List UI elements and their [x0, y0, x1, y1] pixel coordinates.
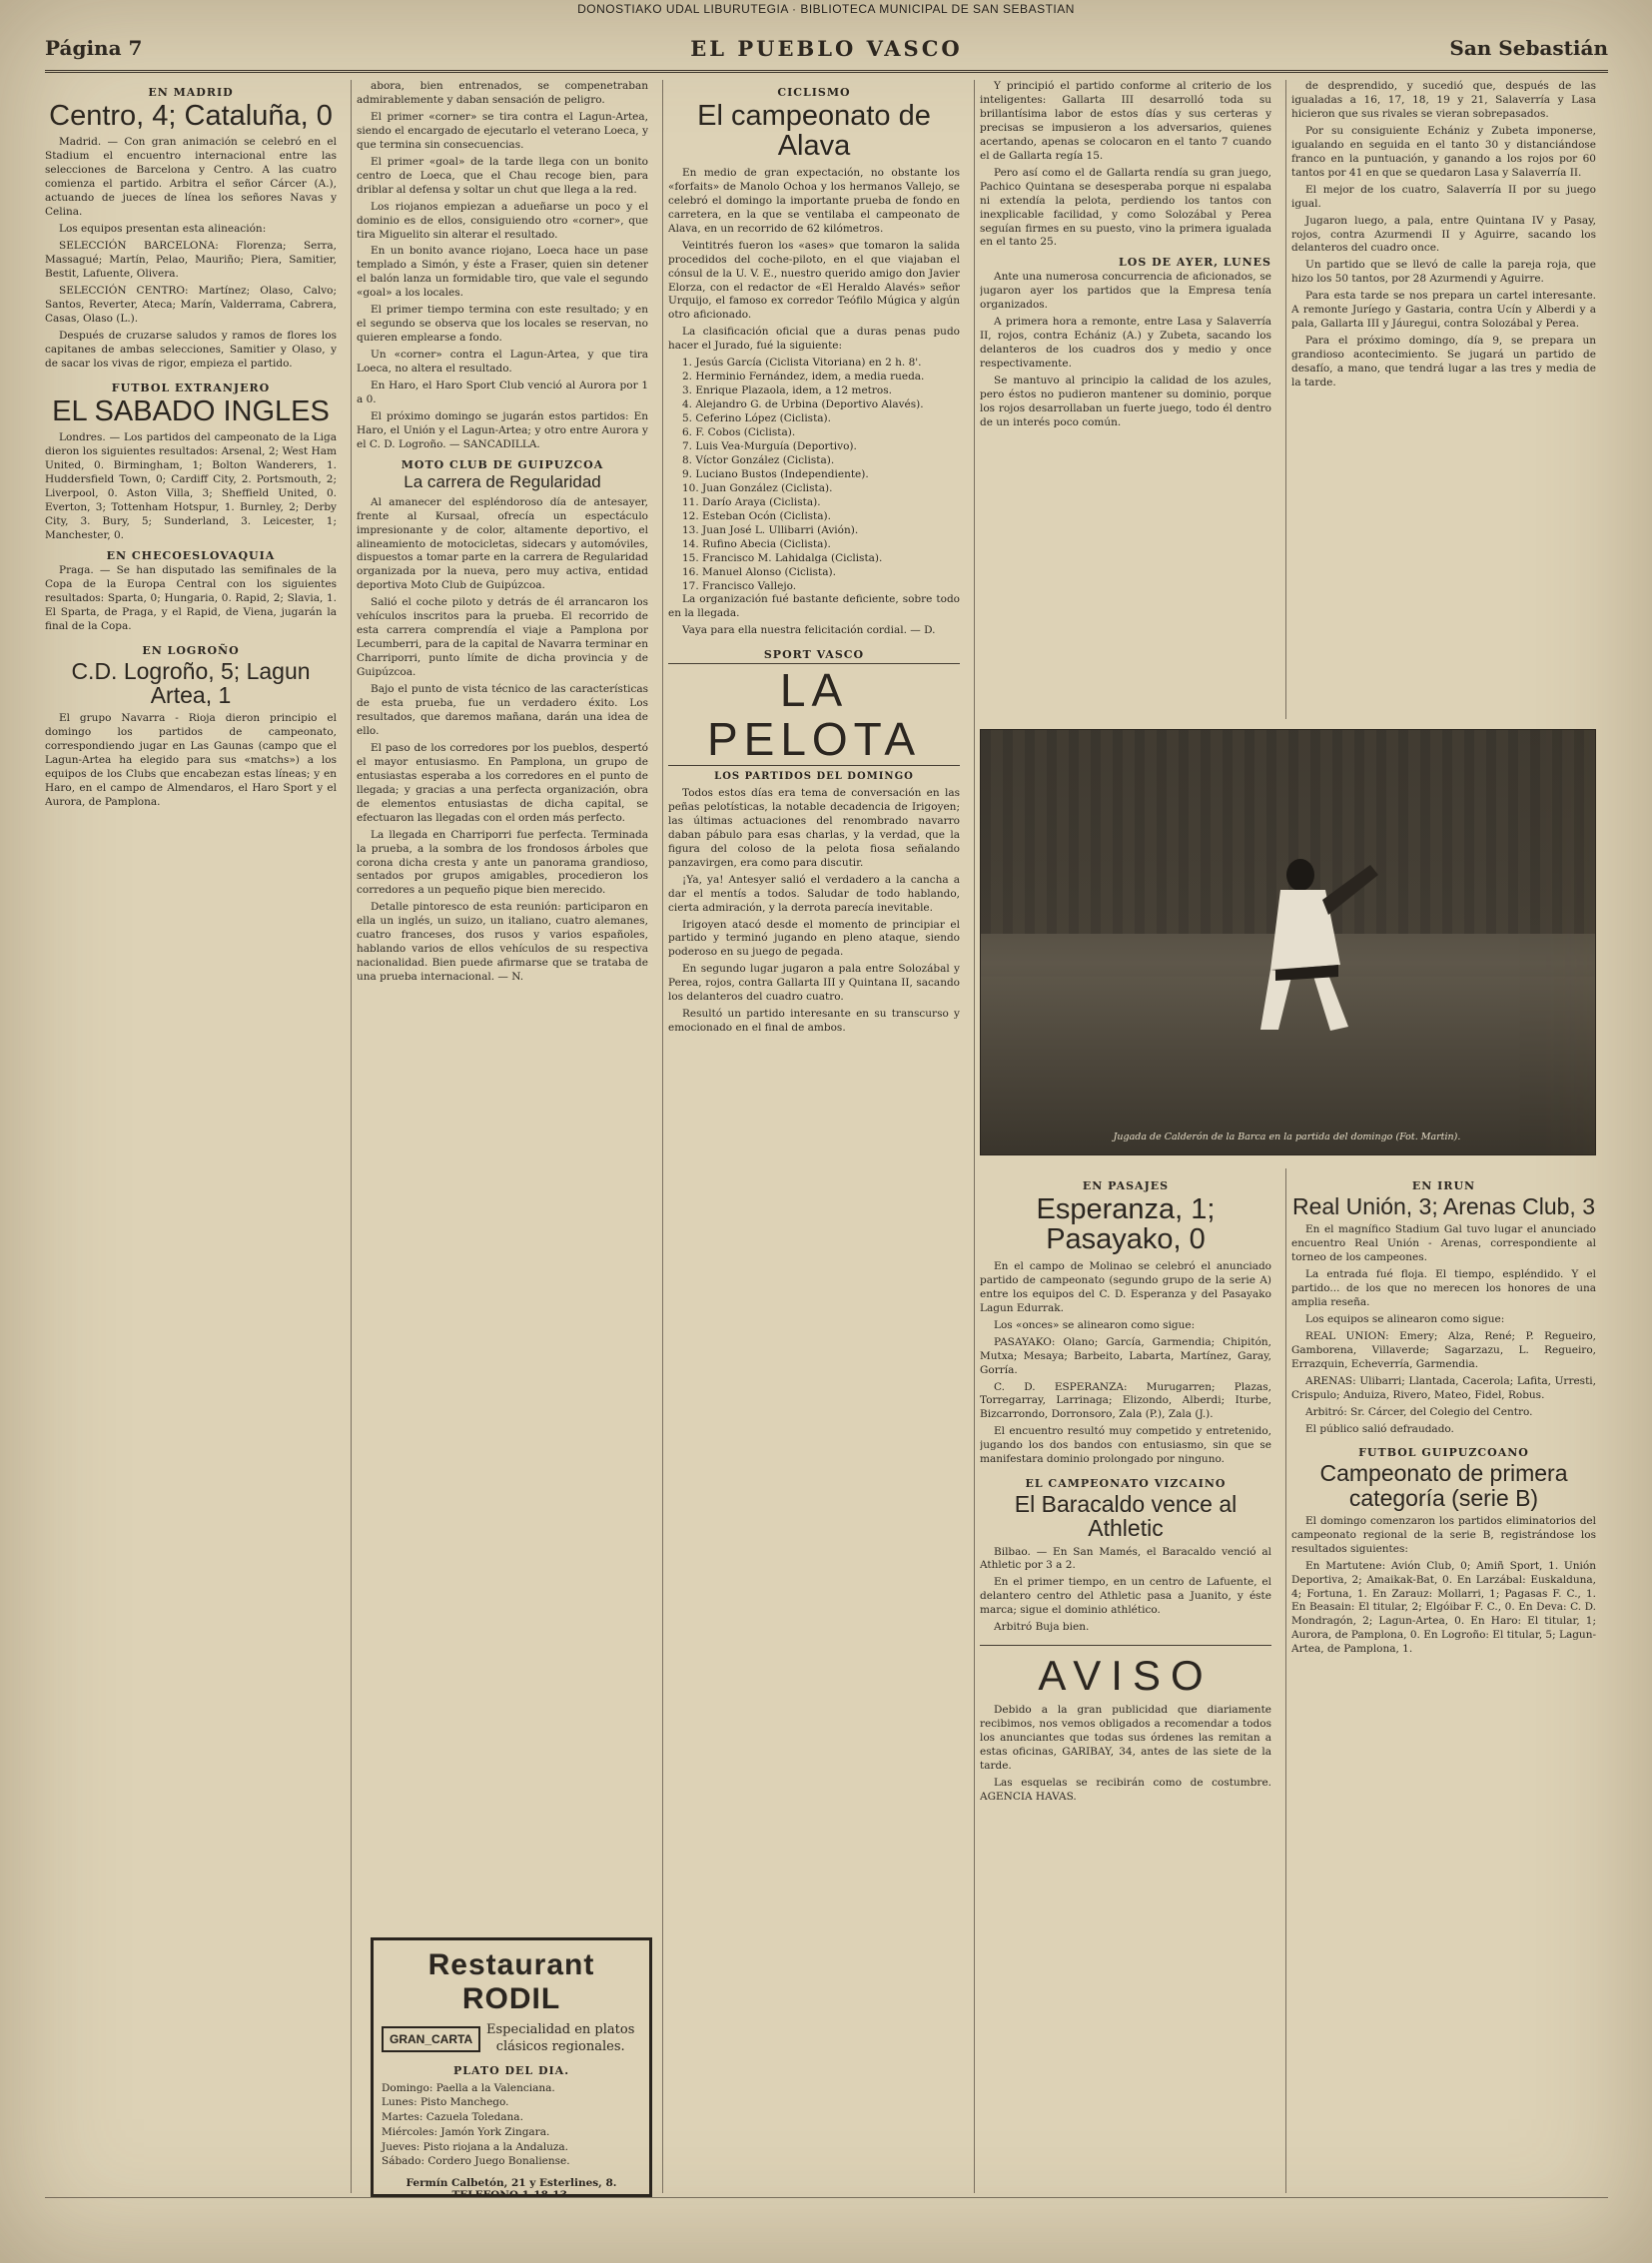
column-4-top	[980, 80, 1271, 719]
paragraph: Debido a la gran publicidad que diariamente recibimos, nos vemos obligados a recomendar a todos los anunciantes que todas sus órdenes las remitan a estas oficinas, GARIBAY, 34, antes de las siete de la tarde.	[980, 1704, 1271, 1773]
paragraph: La llegada en Charriporri fue perfecta. Terminada la prueba, a la sombra de los frondosos árboles que corona dicha cresta y ante un panorama grandioso, sentados por grupos amigables, procedieron los corredores a un pequeño pique bien merecido.	[357, 828, 648, 897]
result-row: 10. Juan González (Ciclista).	[682, 481, 833, 494]
section-kicker: CICLISMO	[777, 86, 851, 99]
ad-restaurant-name: Restaurant RODIL	[427, 1948, 595, 2015]
paragraph: Pero así como el de Gallarta rendía su gran juego, Pachico Quintana se desesperaba porque ni espalaba ni extendía la pelota, perdiendo los tantos con inexplicable facilidad, y como Solozábal y Perea seguían firmes en su puesto, vino la primera igualada en el tanto 25.	[980, 166, 1271, 249]
paragraph: La clasificación oficial que a duras penas pudo hacer el Jurado, fué la siguiente:	[668, 326, 960, 353]
section-kicker: EN MADRID	[148, 86, 234, 99]
paragraph: Bajo el punto de vista técnico de las características de esta prueba, fue un verdadero éxito. Los resultados, que daremos mañana, darán una idea de ello.	[357, 683, 648, 737]
section-kicker: FUTBOL GUIPUZCOANO	[1358, 1446, 1529, 1460]
paragraph: En el magnífico Stadium Gal tuvo lugar el anunciado encuentro Real Unión - Arenas, correspondiente al torneo de los campeones.	[1291, 1223, 1596, 1264]
result-row: 11. Darío Araya (Ciclista).	[682, 495, 821, 508]
headline: La carrera de Regularidad	[404, 471, 601, 491]
divider	[980, 1645, 1271, 1646]
section-kicker: FUTBOL EXTRANJERO	[111, 380, 271, 394]
article-la-pelota	[668, 648, 960, 1036]
paragraph: Jugaron luego, a pala, entre Quintana IV y Pasay, rojos, contra Azurmendi II y Aguirre, sacando los delanteros del cuadro once.	[1291, 214, 1596, 255]
headline: C.D. Logroño, 5; Lagun Artea, 1	[71, 657, 311, 708]
column-rule	[662, 80, 663, 2193]
paragraph: El público salió defraudado.	[1305, 1422, 1454, 1435]
city-name: San Sebastián	[1449, 36, 1608, 60]
headline: EL SABADO INGLES	[52, 394, 330, 427]
paragraph: Los riojanos empiezan a adueñarse un poco y el dominio es de ellos, consiguiendo otro «corner», que tira Miguelito sin alterar el resultado.	[357, 200, 648, 241]
column-2	[357, 80, 648, 1923]
paragraph: El próximo domingo se jugarán estos partidos: En Haro, el Unión y el Lagun-Artea; y otro entre Aurora y el C. D. Logroño. — SANCADILLA.	[357, 409, 648, 450]
paragraph: El domingo comenzaron los partidos eliminatorios del campeonato regional de la serie B, registrándose los resultados siguientes:	[1291, 1514, 1596, 1555]
paragraph: REAL UNION: Emery; Alza, René; P. Regueiro, Gamborena, Villaverde; Sagarzazu, L. Regueiro, Errazquin, Echeverría, Garmendia.	[1291, 1329, 1596, 1370]
paragraph: Londres. — Los partidos del campeonato de la Liga dieron los siguientes resultados: Arsenal, 2; West Ham United, 0. Birmingham, 1; Bolton Wanderers, 1. Huddersfield Town, 0; Cardiff City, 2. Portsmouth, 2; Liverpool, 0. Aston Villa, 3; Sheffield United, 0. Everton, 3; Tottenham Hotspur, 1. Burnley, 2; Derby City, 3. Bury, 5; Sunderland, 3. Leicester, 1; Manchester, 0.	[45, 431, 337, 541]
section-kicker: EL CAMPEONATO VIZCAINO	[1025, 1477, 1227, 1491]
paragraph: Vaya para ella nuestra felicitación cordial. — D.	[682, 624, 936, 637]
ad-speciality: Especialidad en platos clásicos regionales.	[486, 2022, 635, 2054]
headline: El campeonato de Alava	[697, 100, 931, 163]
results-list	[668, 357, 960, 593]
headline: Real Unión, 3; Arenas Club, 3	[1291, 1193, 1595, 1219]
archive-stamp: DONOSTIAKO UDAL LIBURUTEGIA · BIBLIOTECA MUNICIPAL DE SAN SEBASTIAN	[577, 2, 1075, 16]
column-4-bottom	[980, 1173, 1271, 2193]
ad-menu-item: Jueves: Pisto riojana a la Andaluza.	[382, 2140, 568, 2153]
section-kicker: EN CHECOESLOVAQUIA	[106, 548, 276, 562]
result-row: 9. Luciano Bustos (Independiente).	[682, 467, 869, 480]
paragraph: Y principió el partido conforme al criterio de los inteligentes: Gallarta III desarrolló toda su brillantísima labor de estos días y sus certeras y precisas se impusieron a los adversarios, quienes acertando, apenas se colocaron en el tanto 7 cuando el de Gallarta regía 15.	[980, 80, 1271, 162]
ad-gran-carta: GRAN_CARTA	[382, 2026, 480, 2052]
article-moto-club	[357, 458, 648, 985]
paragraph: Salió el coche piloto y detrás de él arrancaron los vehículos inscritos para la prueba. El recorrido de esta carrera comprendía el viaje a Pamplona por Lecumberri, para de la capital de Navarra terminar en Charriporri, punto límite de dicha provincia y de Guipúzcoa.	[357, 596, 648, 679]
paragraph: SELECCIÓN CENTRO: Martínez; Olaso, Calvo; Santos, Reverter, Ateca; Marín, Valderrama, Cabrera, Casas, Olaso (L.).	[45, 284, 337, 325]
section-kicker: MOTO CLUB DE GUIPUZCOA	[401, 457, 604, 471]
column-rule	[1285, 1168, 1286, 2193]
paragraph: de desprendido, y sucedió que, después de las igualadas a 16, 17, 18, 19 y 21, Salaverría y Lasa hicieron que sus rivales se vieran sobrepasados.	[1291, 80, 1596, 120]
paragraph: Para esta tarde se nos prepara un cartel interesante. A remonte Juríego y Gastaria, contra Ucín y Alberdi y a pala, Gallarta III y Jáuregui, contra Solozábal y Perea.	[1291, 290, 1596, 331]
paragraph: Irigoyen atacó desde el momento de principiar el partido y terminó jugando en pleno ataque, siendo poderoso en su juego de pegada.	[668, 918, 960, 959]
paragraph: PASAYAKO: Olano; García, Garmendia; Chipitón, Mutxa; Mesaya; Barbeito, Labarta, Martínez, Garay, Gorría.	[980, 1335, 1271, 1376]
paragraph: ¡Ya, ya! Antesyer salió el verdadero a la cancha a dar el mentís a todos. Saludar de todo hablando, cierta admiración, y la derrota parecía inevitable.	[668, 873, 960, 914]
ad-address: Fermín Calbetón, 21 y Esterlines, 8. TELEFONO 1-18-13.	[406, 2176, 617, 2201]
ad-menu-item: Lunes: Pisto Manchego.	[382, 2096, 509, 2109]
paragraph: La organización fué bastante deficiente, sobre todo en la llegada.	[668, 593, 960, 620]
paragraph: Para el próximo domingo, día 9, se prepara un grandioso acontecimiento. Se jugará un partido de desafío, a mano, que tendrá lugar a las tres y media de la tarde.	[1291, 335, 1596, 389]
paragraph: Arbitró Buja bien.	[994, 1621, 1090, 1634]
paragraph: Los equipos se alinearon como sigue:	[1305, 1312, 1505, 1325]
newspaper-title: EL PUEBLO VASCO	[690, 36, 963, 61]
paragraph: En el campo de Molinao se celebró el anunciado partido de campeonato (segundo grupo de la serie A) entre los equipos del C. D. Esperanza y del Pasayako Lagun Edurrak.	[980, 1259, 1271, 1314]
photo-caption: Jugada de Calderón de la Barca en la partida del domingo (Fot. Martin).	[1113, 1132, 1461, 1142]
column-rule	[1285, 80, 1286, 719]
ad-menu-item: Sábado: Cordero Juego Bonaliense.	[382, 2155, 570, 2168]
paragraph: Bilbao. — En San Mamés, el Baracaldo venció al Athletic por 3 a 2.	[980, 1545, 1271, 1572]
paragraph: Se mantuvo al principio la calidad de los azules, pero éstos no pudieron mantener su dominio, porque los rojos desarrollaban un fuerte juego, todo él dentro de un interés poco común.	[980, 375, 1271, 428]
result-row: 14. Rufino Abecia (Ciclista).	[682, 537, 831, 550]
paragraph: Los «onces» se alinearon como sigue:	[994, 1318, 1196, 1331]
paragraph: Resultó un partido interesante en su transcurso y emocionado en el final de ambos.	[668, 1008, 960, 1035]
paragraph: Al amanecer del espléndoroso día de antesayer, frente al Kursaal, ofrecía un espectáculo impresionante y de color, altamente deportivo, el alineamiento de motocicletas, sidecars y automóviles, dispuestos a tomar parte en la carrera de Regularidad organizada por la nueva, pero muy activa, entidad deportiva Moto Club de Guipúzcoa.	[357, 495, 648, 592]
article-pasajes	[980, 1179, 1271, 1467]
result-row: 8. Víctor González (Ciclista).	[682, 453, 835, 466]
section-kicker: EN PASAJES	[1082, 1179, 1170, 1192]
paragraph: Un «corner» contra el Lagun-Artea, y que tira Loeca, no altera el resultado.	[357, 349, 648, 376]
paragraph: A primera hora a remonte, entre Lasa y Salaverría II, rojos, contra Echániz (A.) y Zubeta, sacando los delanteros de los cuadros dos y medio y once respectivamente.	[980, 316, 1271, 371]
ad-menu-item: Miércoles: Jamón York Zingara.	[382, 2125, 550, 2138]
paragraph: abora, bien entrenados, se compenetraban admirablemente y daban sensación de peligro.	[357, 80, 648, 106]
paragraph: En medio de gran expectación, no obstante los «forfaits» de Manolo Ochoa y los hermanos Vallejo, se celebró el domingo la importante prueba de fondo en carretera, en la que se ventilaba el campeonato de Alava, en un recorrido de 62 kilómetros.	[668, 166, 960, 235]
result-row: 2. Herminio Fernández, idem, a media rueda.	[682, 371, 925, 383]
section-kicker: EN LOGROÑO	[142, 643, 240, 657]
paragraph: Un partido que se llevó de calle la pareja roja, que hizo los 50 tantos, por 28 Azurmendi y Aguirre.	[1291, 259, 1596, 286]
result-row: 12. Esteban Ocón (Ciclista).	[682, 509, 831, 522]
masthead-rule	[45, 70, 1608, 73]
paragraph: En un bonito avance riojano, Loeca hace un pase templado a Simón, y éste a Fraser, quien sin detener el balón lanza un formidable tiro, que vale el segundo «goal» a los locales.	[357, 245, 648, 300]
headline: El Baracaldo vence al Athletic	[1014, 1491, 1238, 1542]
article-ciclismo	[668, 86, 960, 638]
paragraph: El encuentro resultó muy competido y entretenido, jugando los dos bandos con entusiasmo, sin que se manifestara dominio prolongado por ninguno.	[980, 1425, 1271, 1466]
paragraph: Praga. — Se han disputado las semifinales de la Copa de la Europa Central con los siguientes resultados: Sparta, 0; Hungaria, 0. Rapid, 2; Slavia, 1. El Sparta, de Praga, y el Rapid, de Viena, jugarán la final de la Copa.	[45, 563, 337, 632]
ad-menu-item: Martes: Cazuela Toledana.	[382, 2111, 523, 2124]
paragraph: El mejor de los cuatro, Salaverría II por su juego igual.	[1291, 183, 1596, 210]
section-kicker: SPORT VASCO	[763, 648, 865, 662]
paragraph: El paso de los corredores por los pueblos, despertó el mayor entusiasmo. En Pamplona, un grupo de entusiastas esperaba a los corredores en el punto de llegada; y gracias a una perfecta organización, obra de elementos entusiastas de dicha capital, se efectuaron las llegadas con el orden más perfecto.	[357, 741, 648, 824]
headline: LA PELOTA	[668, 663, 960, 766]
paragraph: ARENAS: Ulibarri; Llantada, Cacerola; Lafita, Urresti, Crispulo; Anduiza, Rivero, Mateo, Fidel, Robus.	[1291, 1374, 1596, 1401]
pelota-photo	[980, 729, 1596, 1155]
paragraph: SELECCIÓN BARCELONA: Florenza; Serra, Massagué; Martín, Pelao, Mauriño; Piera, Samitier, Bestit, Lafuente, Olivera.	[45, 240, 337, 281]
subheadline: LOS PARTIDOS DEL DOMINGO	[714, 770, 914, 782]
ad-menu-item: Domingo: Paella a la Valenciana.	[382, 2081, 555, 2094]
result-row: 5. Ceferino López (Ciclista).	[682, 412, 831, 425]
result-row: 17. Francisco Vallejo.	[682, 579, 797, 592]
paragraph: Ante una numerosa concurrencia de aficionados, se jugaron ayer los partidos que la Empresa tenía organizados.	[980, 271, 1271, 312]
article-irun	[1291, 1179, 1596, 1436]
result-row: 4. Alejandro G. de Urbina (Deportivo Alavés).	[682, 398, 924, 411]
headline: Campeonato de primera categoría (serie B)	[1319, 1460, 1568, 1511]
section-kicker: EN IRUN	[1411, 1179, 1476, 1192]
column-5-bottom	[1291, 1173, 1596, 2193]
paragraph: Por su consiguiente Echániz y Zubeta imponerse, igualando en seguida en el tanto 30 y distanciándose franco en la puntuación, y ganando a los rojos por 60 tantos por 41 en que se quedaron Lasa y Salaverría II.	[1291, 124, 1596, 179]
paragraph: Madrid. — Con gran animación se celebró en el Stadium el encuentro internacional entre las selecciones de Barcelona y Centro. A las cuatro comienza el partido. Arbitra el señor Cárcer (A.), actuando de jueces de línea los señores Navas y Celina.	[45, 136, 337, 219]
paragraph: El grupo Navarra - Rioja dieron principio el domingo los partidos de campeonato, correspondiendo jugar en Las Gaunas (campo que el Lagun-Artea ha elegido para sus «matchs») a los equipos de los Clubs que encabezan estas líneas; y en Haro, en el campo de Almendaros, el Haro Sport y el Aurora, de Pamplona.	[45, 711, 337, 808]
result-row: 3. Enrique Plazaola, idem, a 12 metros.	[682, 384, 892, 397]
result-row: 16. Manuel Alonso (Ciclista).	[682, 565, 836, 578]
result-row: 13. Juan José L. Ullibarri (Avión).	[682, 523, 859, 536]
paragraph: Los equipos presentan esta alineación:	[59, 223, 267, 236]
paragraph: Arbitró: Sr. Cárcer, del Colegio del Centro.	[1305, 1405, 1533, 1418]
result-row: 6. F. Cobos (Ciclista).	[682, 426, 796, 439]
paragraph: Todos estos días era tema de conversación en las peñas pelotísticas, la notable decadencia de Irigoyen; las últimas actuaciones del renombrado navarro daban pábulo para esas charlas, y la verdad, que la figura del coloso de la pelota fiosa señalando panzavirgen, era como para discutir.	[668, 786, 960, 869]
column-5-top	[1291, 80, 1596, 719]
paragraph: El primer «corner» se tira contra el Lagun-Artea, siendo el encargado de ejecutarlo el veterano Loeca, y que termina sin consecuencias.	[357, 110, 648, 151]
paragraph: El primer tiempo termina con este resultado; y en el segundo se observa que los locales se reservan, no quieren emplearse a fondo.	[357, 304, 648, 345]
headline: Esperanza, 1; Pasayako, 0	[1036, 1193, 1216, 1256]
restaurant-ad	[371, 1937, 652, 2201]
paragraph: La entrada fué floja. El tiempo, espléndido. Y el partido... de los que no merecen los honores de una amplia reseña.	[1291, 1268, 1596, 1308]
paragraph: Las esquelas se recibirán como de costumbre. AGENCIA HAVAS.	[980, 1776, 1271, 1803]
article-logrono	[45, 644, 337, 810]
pelotari-figure	[1231, 845, 1380, 1035]
paragraph: En el primer tiempo, en un centro de Lafuente, el delantero centro del Athletic pasa a Juanito, y éste marca; sigue el dominio athlético.	[980, 1576, 1271, 1617]
result-row: 1. Jesús García (Ciclista Vitoriana) en 2 h. 8'.	[682, 357, 922, 370]
result-row: 15. Francisco M. Lahidalga (Ciclista).	[682, 551, 883, 564]
page-number: Página 7	[45, 36, 143, 60]
paragraph: Detalle pintoresco de esta reunión: participaron en ella un inglés, un suizo, un italiano, cuatro alemanes, cuatro franceses, dos rusos y varios españoles, hablando varios de ellos vehículos de su respectiva nacionalidad. Bien puede afirmarse que se trataba de una prueba internacional. — N.	[357, 901, 648, 984]
paragraph: Veintitrés fueron los «ases» que tomaron la salida procedidos del coche-piloto, en el que viajaban el cónsul de la U. V. E., nuestro querido amigo don Javier Elorza, con el redactor de «El Heraldo Alavés» señor Urquijo, el famoso ex corredor Teófilo Múgica y algún otro aficionado.	[668, 239, 960, 322]
paragraph: Después de cruzarse saludos y ramos de flores los capitanes de ambas selecciones, Samitier y Olaso, y de sacar los vivas de rigor, empieza el partido.	[45, 329, 337, 370]
column-rule	[974, 80, 975, 2193]
column-1	[45, 80, 337, 2193]
article-baracaldo	[980, 1477, 1271, 1635]
bottom-rule	[45, 2197, 1608, 2198]
paragraph: En Martutene: Avión Club, 0; Amiñ Sport, 1. Unión Deportiva, 2; Amaikak-Bat, 0. En Larzábal: Euskalduna, 4; Fortuna, 1. En Zarauz: Mollarri, 1; Pagasas F. C., 1. En Beasain: El titular, 2; Elgóibar F. C., 0. En Deva: C. D. Mondragón, 2; Lagun-Artea, 0. En Haro: El titular, 1; Aurora, de Pamplona, 0. En Logroño: El titular, 5; Lagun-Artea, de Pamplona, 1.	[1291, 1559, 1596, 1656]
result-row: 7. Luis Vea-Murguía (Deportivo).	[682, 439, 857, 452]
masthead	[45, 36, 1608, 64]
article-futbol-guipuzcoano	[1291, 1446, 1596, 1657]
article-sabado-ingles	[45, 381, 337, 634]
column-rule	[351, 80, 352, 2193]
paragraph: En segundo lugar jugaron a pala entre Solozábal y Perea, rojos, contra Gallarta III y Quintana II, sacando los delanteros del cuadro cuatro.	[668, 963, 960, 1004]
photo-caption-bar	[980, 1127, 1594, 1150]
section-kicker: LOS DE AYER, LUNES	[1119, 256, 1271, 270]
ad-plato-title: PLATO DEL DIA.	[452, 2063, 570, 2077]
aviso-heading: AVISO	[1038, 1652, 1214, 1700]
column-3	[668, 80, 960, 2193]
paragraph: C. D. ESPERANZA: Murugarren; Plazas, Torregarray, Larrinaga; Elizondo, Alberdi; Iturbe, Bizcarrondo, Dorronsoro, Zala (P.), Zala (J.).	[980, 1380, 1271, 1421]
paragraph: El primer «goal» de la tarde llega con un bonito centro de Loeca, que el Chau recoge bien, para driblar al defensa y soltar un chut que llega a la red.	[357, 155, 648, 196]
article-madrid	[45, 86, 337, 372]
headline: Centro, 4; Cataluña, 0	[49, 100, 333, 132]
paragraph: En Haro, el Haro Sport Club venció al Aurora por 1 a 0.	[357, 379, 648, 406]
